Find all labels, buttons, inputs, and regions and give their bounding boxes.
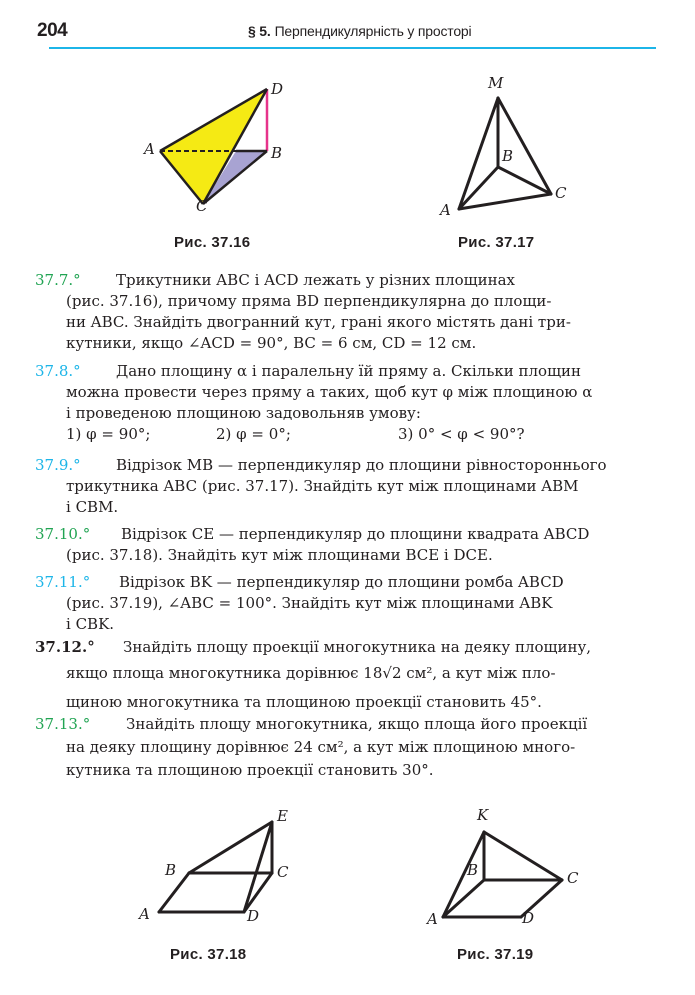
problem-text-line: Дано площину α і паралельну їй пряму a. Скільки площин xyxy=(116,362,582,380)
section-title: Перпендикулярність у просторі xyxy=(274,23,472,39)
problem-text-line: Відрізок CE — перпендикуляр до площини квадрата ABCD xyxy=(121,525,590,543)
problem-37-10 xyxy=(35,524,655,566)
problem-text-line: і CBM. xyxy=(66,498,119,516)
problem-text-line: кутника та площиною проекції становить 30°. xyxy=(66,761,434,779)
problem-text-line: (рис. 37.18). Знайдіть кут між площинами BCE і DCE. xyxy=(66,546,493,564)
problem-text-line: Знайдіть площу многокутника, якщо площа його проекції xyxy=(126,715,588,733)
option-2: 2) φ = 0°; xyxy=(216,425,291,443)
vertex-label-d: D xyxy=(247,907,260,925)
caption-37-17: Рис. 37.17 xyxy=(458,234,535,251)
problem-text-line: (рис. 37.16), причому пряма BD перпендикулярна до площи- xyxy=(66,292,552,310)
vertex-label-b: B xyxy=(271,144,283,162)
vertex-label-b: B xyxy=(467,861,479,879)
problem-text-line: Трикутники ABC і ACD лежать у різних площинах xyxy=(116,271,515,289)
problem-text-line: щиною многокутника та площиною проекції становить 45°. xyxy=(66,693,542,711)
caption-37-18: Рис. 37.18 xyxy=(170,946,247,963)
problem-37-8 xyxy=(35,361,655,445)
rhombus-with-perpendicular-diagram xyxy=(425,805,595,930)
vertex-label-c: C xyxy=(196,197,208,215)
figure-37-16 xyxy=(140,78,300,218)
problem-number: 37.12.° xyxy=(35,638,95,656)
vertex-label-a: A xyxy=(144,140,155,158)
problem-text-line: Відрізок BK — перпендикуляр до площини ромба ABCD xyxy=(119,573,564,591)
answer-options xyxy=(66,424,655,445)
problem-37-9 xyxy=(35,455,655,518)
vertex-label-c: C xyxy=(277,863,289,881)
problem-text-line: Відрізок MB — перпендикуляр до площини рівностороннього xyxy=(116,456,607,474)
page-number: 204 xyxy=(37,20,68,41)
problem-number: 37.7.° xyxy=(35,271,81,289)
vertex-label-b: B xyxy=(165,861,177,879)
problem-text-line: кутники, якщо ∠ACD = 90°, BC = 6 см, CD = 12 см. xyxy=(66,334,477,352)
problem-number: 37.13.° xyxy=(35,715,91,733)
option-3: 3) 0° < φ < 90°? xyxy=(398,425,525,443)
problem-text-line: (рис. 37.19), ∠ABC = 100°. Знайдіть кут між площинами ABK xyxy=(66,594,553,612)
header-rule xyxy=(49,47,656,49)
problem-37-11 xyxy=(35,572,655,635)
option-1: 1) φ = 90°; xyxy=(66,425,151,443)
problem-text-line: ни ABC. Знайдіть двогранний кут, грані якого містять дані три- xyxy=(66,313,571,331)
problem-number: 37.9.° xyxy=(35,456,81,474)
problem-text-line: якщо площа многокутника дорівнює 18√2 см², а кут між пло- xyxy=(66,664,556,682)
vertex-label-c: C xyxy=(555,184,567,202)
caption-37-19: Рис. 37.19 xyxy=(457,946,534,963)
problem-number: 37.10.° xyxy=(35,525,91,543)
problem-text-line: і CBK. xyxy=(66,615,115,633)
problem-number: 37.8.° xyxy=(35,362,81,380)
vertex-label-d: D xyxy=(522,909,535,927)
problem-text-line: трикутника ABC (рис. 37.17). Знайдіть кут між площинами ABM xyxy=(66,477,579,495)
vertex-label-a: A xyxy=(139,905,150,923)
running-head xyxy=(248,23,471,39)
page-header xyxy=(35,14,655,48)
problem-number: 37.11.° xyxy=(35,573,91,591)
problem-37-12 xyxy=(35,635,655,716)
vertex-label-c: C xyxy=(567,869,579,887)
vertex-label-m: M xyxy=(488,74,504,92)
problem-text-line: і проведеною площиною задовольняв умову: xyxy=(66,404,421,422)
vertex-label-a: A xyxy=(427,910,438,928)
problem-text-line: Знайдіть площу проекції многокутника на деяку площину, xyxy=(123,638,592,656)
problem-37-13 xyxy=(35,713,655,782)
problem-text-line: можна провести через пряму a таких, щоб кут φ між площиною α xyxy=(66,383,593,401)
vertex-label-e: E xyxy=(277,807,288,825)
figure-37-17 xyxy=(436,74,576,224)
vertex-label-k: K xyxy=(477,806,489,824)
figure-37-19 xyxy=(425,805,595,930)
caption-37-16: Рис. 37.16 xyxy=(174,234,251,251)
vertex-label-b: B xyxy=(502,147,514,165)
problem-text-line: на деяку площину дорівнює 24 см², а кут між площиною много- xyxy=(66,738,576,756)
figure-37-18 xyxy=(135,805,305,930)
problem-37-7 xyxy=(35,270,655,354)
vertex-label-d: D xyxy=(271,80,284,98)
section-mark: § 5. xyxy=(248,23,271,39)
vertex-label-a: A xyxy=(440,201,451,219)
